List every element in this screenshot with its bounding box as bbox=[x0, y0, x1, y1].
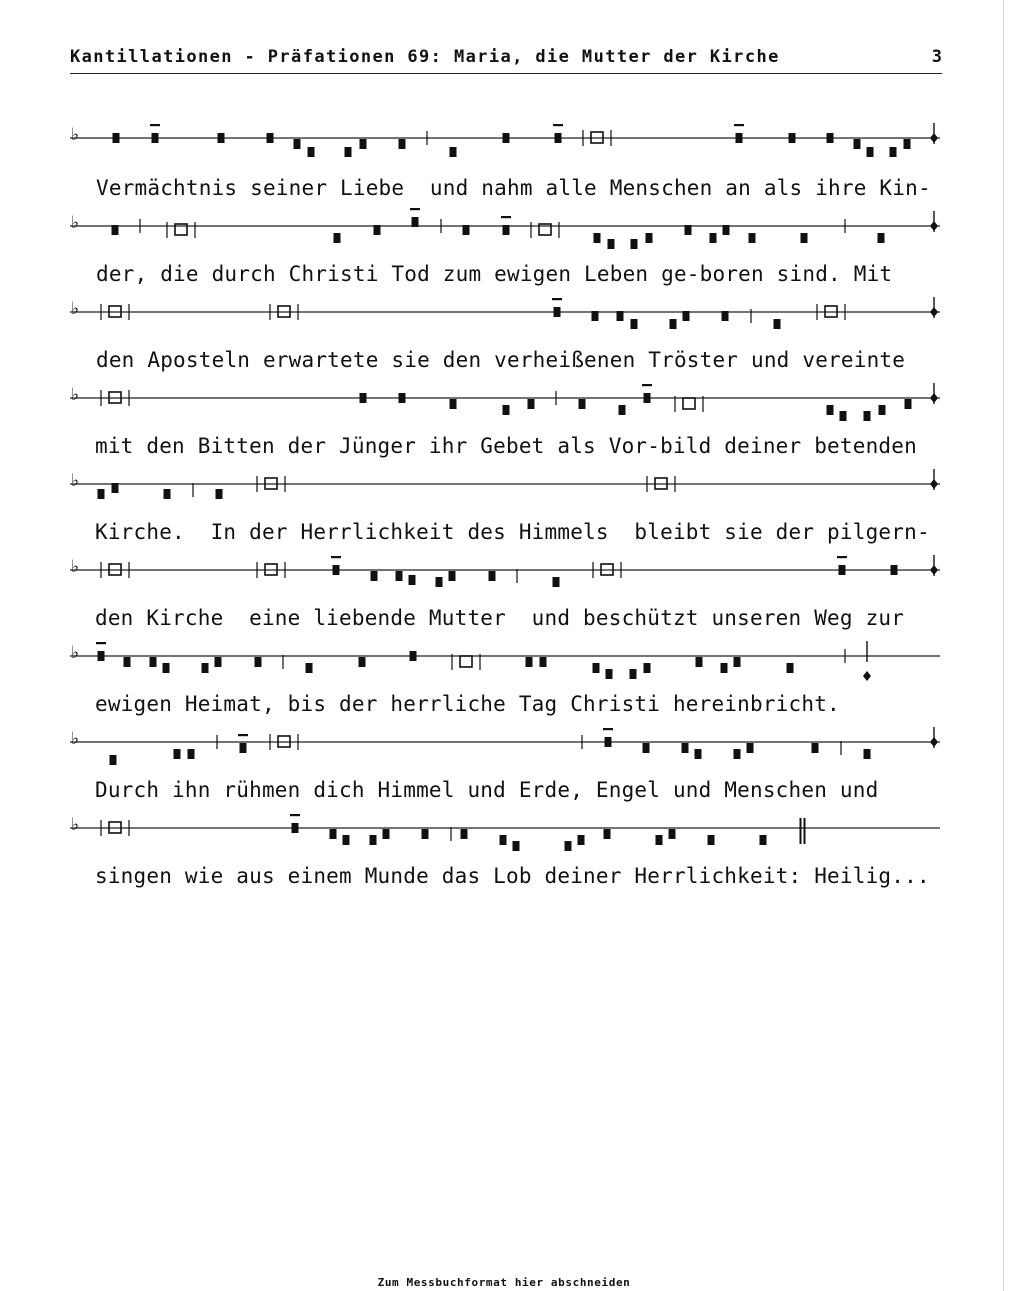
square-neume-icon bbox=[422, 829, 429, 839]
square-neume-icon bbox=[747, 743, 754, 753]
square-neume-icon bbox=[812, 743, 819, 753]
flat-sign-icon: ♭ bbox=[71, 125, 80, 145]
flat-sign-icon: ♭ bbox=[71, 213, 80, 233]
square-neume-icon bbox=[540, 657, 547, 667]
square-neume-icon bbox=[399, 139, 406, 149]
accent-mark-icon bbox=[553, 124, 563, 126]
square-neume-icon bbox=[827, 133, 834, 143]
lyric-line: Kirche. In der Herrlichkeit des Himmels bleibt sie der pilgern- bbox=[95, 520, 930, 544]
square-neume-icon bbox=[360, 139, 367, 149]
square-neume-icon bbox=[112, 483, 119, 493]
square-neume-icon bbox=[617, 311, 624, 321]
square-neume-icon bbox=[644, 393, 651, 403]
square-neume-icon bbox=[710, 233, 717, 243]
square-neume-icon bbox=[723, 225, 730, 235]
square-neume-icon bbox=[594, 233, 601, 243]
square-neume-icon bbox=[503, 225, 510, 235]
square-neume-icon bbox=[489, 571, 496, 581]
final-diamond-icon bbox=[930, 221, 938, 231]
square-neume-icon bbox=[267, 133, 274, 143]
square-neume-icon bbox=[410, 651, 417, 661]
square-neume-icon bbox=[396, 571, 403, 581]
square-neume-icon bbox=[774, 319, 781, 329]
square-neume-icon bbox=[124, 657, 131, 667]
square-neume-icon bbox=[864, 411, 871, 421]
square-neume-icon bbox=[644, 663, 651, 673]
square-neume-icon bbox=[412, 217, 419, 227]
accent-mark-icon bbox=[290, 814, 300, 816]
accent-mark-icon bbox=[96, 642, 106, 644]
lyric-line: ewigen Heimat, bis der herrliche Tag Christi hereinbricht. bbox=[95, 692, 840, 716]
square-neume-icon bbox=[801, 233, 808, 243]
final-diamond-icon bbox=[930, 737, 938, 747]
square-neume-icon bbox=[608, 239, 615, 249]
square-neume-icon bbox=[890, 147, 897, 157]
square-neume-icon bbox=[555, 133, 562, 143]
square-neume-icon bbox=[294, 139, 301, 149]
accent-mark-icon bbox=[603, 728, 613, 730]
square-neume-icon bbox=[503, 133, 510, 143]
square-neume-icon bbox=[150, 657, 157, 667]
square-neume-icon bbox=[578, 835, 585, 845]
square-neume-icon bbox=[905, 399, 912, 409]
hollow-reciting-note-icon bbox=[460, 656, 472, 667]
hollow-reciting-note-icon bbox=[683, 398, 695, 409]
square-neume-icon bbox=[218, 133, 225, 143]
square-neume-icon bbox=[605, 737, 612, 747]
square-neume-icon bbox=[164, 489, 171, 499]
square-neume-icon bbox=[722, 311, 729, 321]
lyric-line: singen wie aus einem Munde das Lob deiner Herrlichkeit: Heilig... bbox=[95, 864, 930, 888]
square-neume-icon bbox=[112, 225, 119, 235]
lyric-line: mit den Bitten der Jünger ihr Gebet als Vor-bild deiner betenden bbox=[95, 434, 917, 458]
square-neume-icon bbox=[409, 575, 416, 585]
square-neume-icon bbox=[216, 489, 223, 499]
square-neume-icon bbox=[240, 743, 247, 753]
accent-mark-icon bbox=[150, 124, 160, 126]
square-neume-icon bbox=[98, 651, 105, 661]
division-bar-icon bbox=[800, 818, 802, 844]
square-neume-icon bbox=[630, 669, 637, 679]
square-neume-icon bbox=[789, 133, 796, 143]
square-neume-icon bbox=[631, 319, 638, 329]
flat-sign-icon: ♭ bbox=[71, 299, 80, 319]
square-neume-icon bbox=[604, 829, 611, 839]
square-neume-icon bbox=[360, 393, 367, 403]
square-neume-icon bbox=[188, 749, 195, 759]
accent-mark-icon bbox=[552, 298, 562, 300]
square-neume-icon bbox=[554, 307, 561, 317]
square-neume-icon bbox=[682, 743, 689, 753]
square-neume-icon bbox=[450, 399, 457, 409]
square-neume-icon bbox=[878, 233, 885, 243]
square-neume-icon bbox=[110, 755, 117, 765]
accent-mark-icon bbox=[238, 734, 248, 736]
square-neume-icon bbox=[734, 657, 741, 667]
square-neume-icon bbox=[359, 657, 366, 667]
square-neume-icon bbox=[879, 405, 886, 415]
square-neume-icon bbox=[503, 405, 510, 415]
square-neume-icon bbox=[840, 411, 847, 421]
final-diamond-icon bbox=[863, 671, 871, 681]
accent-mark-icon bbox=[642, 384, 652, 386]
final-diamond-icon bbox=[930, 479, 938, 489]
square-neume-icon bbox=[308, 147, 315, 157]
square-neume-icon bbox=[528, 399, 535, 409]
accent-mark-icon bbox=[410, 208, 420, 210]
square-neume-icon bbox=[864, 749, 871, 759]
square-neume-icon bbox=[619, 405, 626, 415]
square-neume-icon bbox=[255, 657, 262, 667]
accent-mark-icon bbox=[734, 124, 744, 126]
flat-sign-icon: ♭ bbox=[71, 471, 80, 491]
square-neume-icon bbox=[461, 829, 468, 839]
square-neume-icon bbox=[721, 663, 728, 673]
square-neume-icon bbox=[513, 841, 520, 851]
final-diamond-icon bbox=[930, 565, 938, 575]
square-neume-icon bbox=[685, 225, 692, 235]
square-neume-icon bbox=[152, 133, 159, 143]
square-neume-icon bbox=[643, 743, 650, 753]
page-title: Kantillationen - Präfationen 69: Maria, die Mutter der Kirche bbox=[70, 47, 780, 67]
square-neume-icon bbox=[891, 565, 898, 575]
square-neume-icon bbox=[436, 577, 443, 587]
square-neume-icon bbox=[370, 835, 377, 845]
square-neume-icon bbox=[867, 147, 874, 157]
accent-mark-icon bbox=[837, 556, 847, 558]
page-number: 3 bbox=[931, 47, 942, 67]
square-neume-icon bbox=[656, 835, 663, 845]
lyric-line: den Kirche eine liebende Mutter und beschützt unseren Weg zur bbox=[95, 606, 905, 630]
square-neume-icon bbox=[760, 835, 767, 845]
square-neume-icon bbox=[736, 133, 743, 143]
square-neume-icon bbox=[163, 663, 170, 673]
square-neume-icon bbox=[787, 663, 794, 673]
square-neume-icon bbox=[749, 233, 756, 243]
square-neume-icon bbox=[330, 829, 337, 839]
square-neume-icon bbox=[383, 829, 390, 839]
square-neume-icon bbox=[695, 749, 702, 759]
square-neume-icon bbox=[708, 835, 715, 845]
square-neume-icon bbox=[734, 749, 741, 759]
square-neume-icon bbox=[292, 823, 299, 833]
square-neume-icon bbox=[553, 577, 560, 587]
square-neume-icon bbox=[669, 829, 676, 839]
square-neume-icon bbox=[333, 565, 340, 575]
lyric-line: Durch ihn rühmen dich Himmel und Erde, Engel und Menschen und bbox=[95, 778, 879, 802]
square-neume-icon bbox=[526, 657, 533, 667]
square-neume-icon bbox=[343, 835, 350, 845]
square-neume-icon bbox=[683, 311, 690, 321]
accent-mark-icon bbox=[331, 556, 341, 558]
final-diamond-icon bbox=[930, 133, 938, 143]
square-neume-icon bbox=[593, 663, 600, 673]
flat-sign-icon: ♭ bbox=[71, 385, 80, 405]
square-neume-icon bbox=[98, 489, 105, 499]
square-neume-icon bbox=[696, 657, 703, 667]
square-neume-icon bbox=[500, 835, 507, 845]
square-neume-icon bbox=[450, 147, 457, 157]
square-neume-icon bbox=[839, 565, 846, 575]
square-neume-icon bbox=[215, 657, 222, 667]
square-neume-icon bbox=[592, 311, 599, 321]
square-neume-icon bbox=[306, 663, 313, 673]
square-neume-icon bbox=[565, 841, 572, 851]
square-neume-icon bbox=[904, 139, 911, 149]
square-neume-icon bbox=[463, 225, 470, 235]
square-neume-icon bbox=[202, 663, 209, 673]
division-bar-icon bbox=[804, 818, 806, 844]
square-neume-icon bbox=[606, 669, 613, 679]
lyric-line: Vermächtnis seiner Liebe und nahm alle Menschen an als ihre Kin- bbox=[96, 176, 931, 200]
flat-sign-icon: ♭ bbox=[71, 729, 80, 749]
square-neume-icon bbox=[334, 233, 341, 243]
square-neume-icon bbox=[174, 749, 181, 759]
square-neume-icon bbox=[399, 393, 406, 403]
square-neume-icon bbox=[631, 239, 638, 249]
flat-sign-icon: ♭ bbox=[71, 815, 80, 835]
square-neume-icon bbox=[371, 571, 378, 581]
final-diamond-icon bbox=[930, 307, 938, 317]
square-neume-icon bbox=[646, 233, 653, 243]
square-neume-icon bbox=[670, 319, 677, 329]
lyric-line: der, die durch Christi Tod zum ewigen Leben ge-boren sind. Mit bbox=[96, 262, 893, 286]
accent-mark-icon bbox=[501, 216, 511, 218]
flat-sign-icon: ♭ bbox=[71, 643, 80, 663]
cut-line-note: Zum Messbuchformat hier abschneiden bbox=[377, 1276, 631, 1289]
square-neume-icon bbox=[449, 571, 456, 581]
square-neume-icon bbox=[374, 225, 381, 235]
final-diamond-icon bbox=[930, 393, 938, 403]
square-neume-icon bbox=[827, 405, 834, 415]
square-neume-icon bbox=[113, 133, 120, 143]
lyric-line: den Aposteln erwartete sie den verheißenen Tröster und vereinte bbox=[96, 348, 906, 372]
square-neume-icon bbox=[345, 147, 352, 157]
square-neume-icon bbox=[579, 399, 586, 409]
flat-sign-icon: ♭ bbox=[71, 557, 80, 577]
square-neume-icon bbox=[854, 139, 861, 149]
